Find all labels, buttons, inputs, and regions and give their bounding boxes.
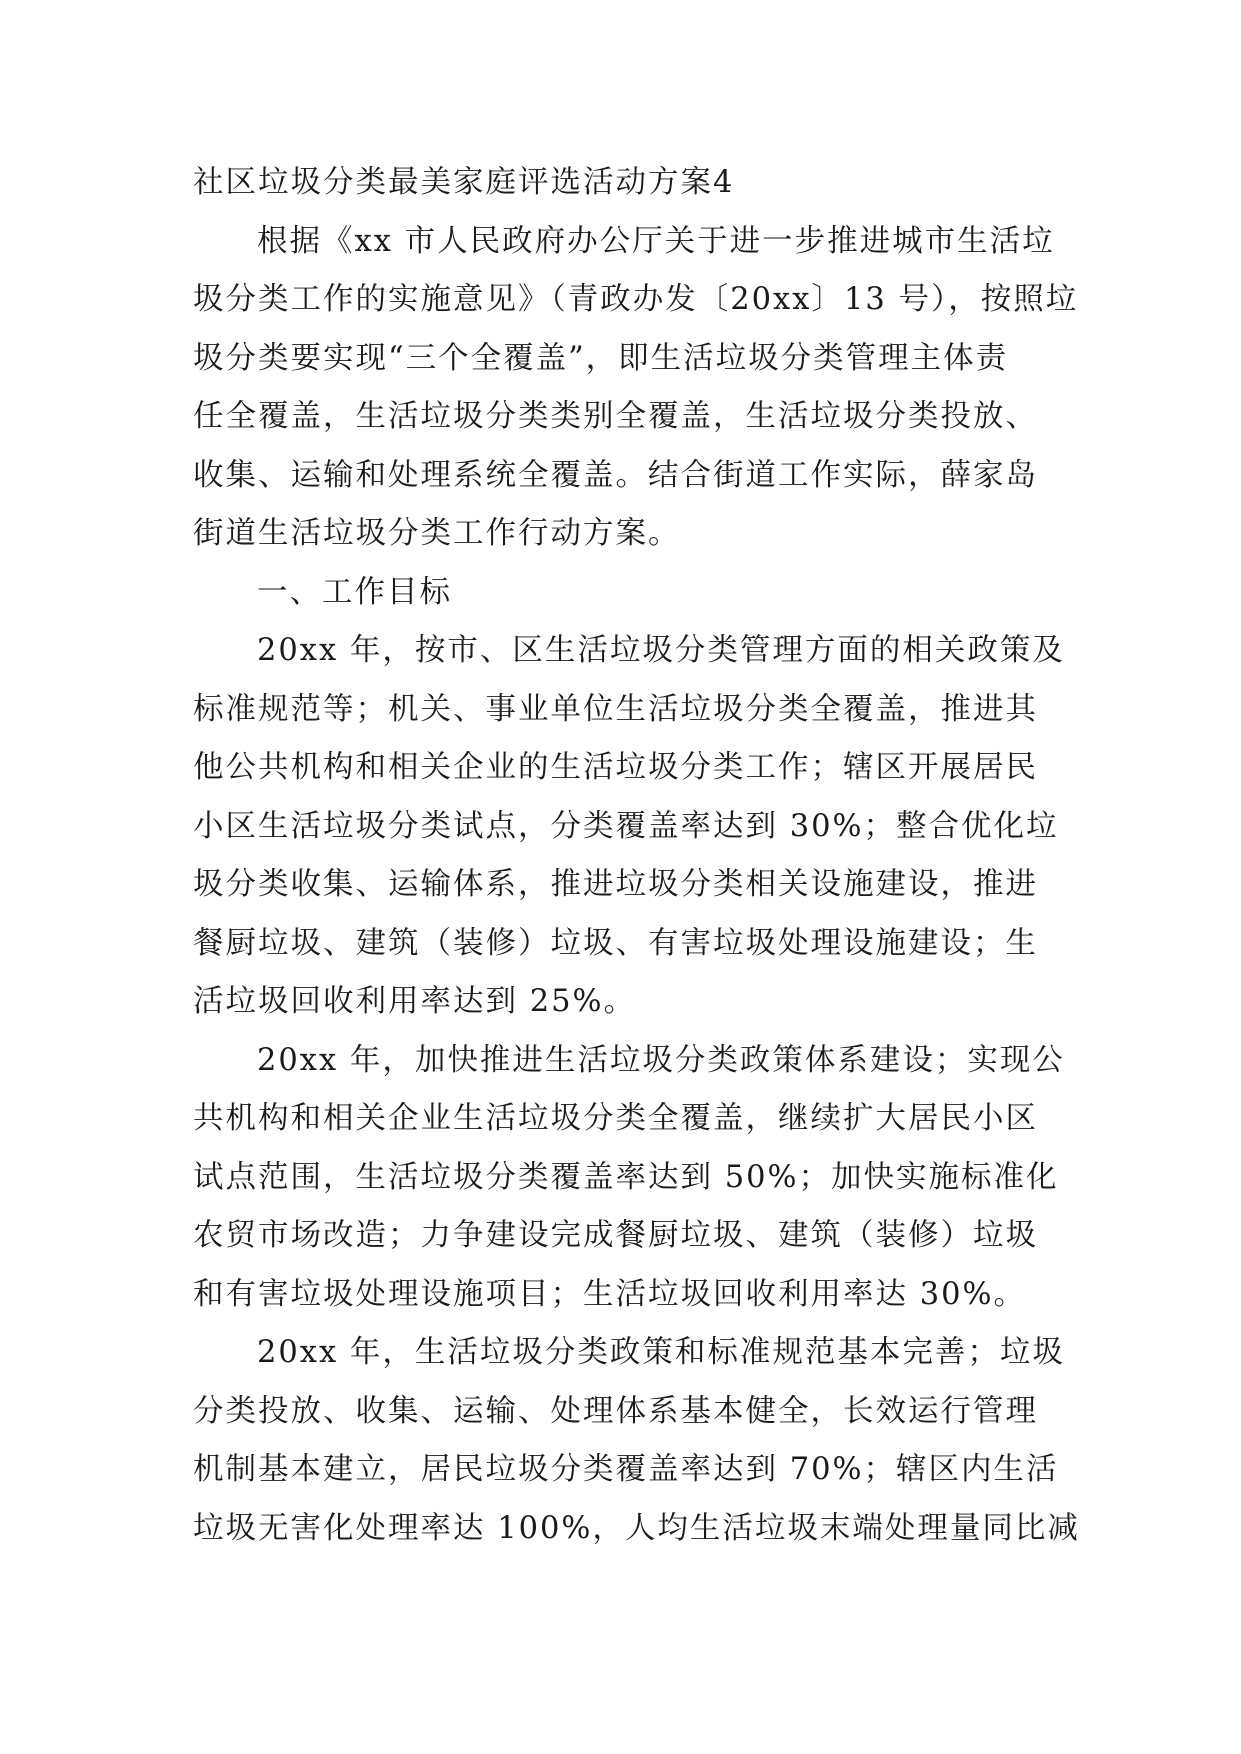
- text-line: 农贸市场改造；力争建设完成餐厨垃圾、建筑（装修）垃圾: [193, 1218, 1038, 1253]
- text-line: 圾分类收集、运输体系，推进垃圾分类相关设施建设，推进: [193, 867, 1038, 902]
- text-line: 收集、运输和处理系统全覆盖。结合街道工作实际，薛家岛: [193, 457, 1038, 493]
- section-heading: 一、工作目标: [257, 574, 452, 610]
- text-line: 他公共机构和相关企业的生活垃圾分类工作；辖区开展居民: [193, 750, 1038, 785]
- text-line: 标准规范等；机关、事业单位生活垃圾分类全覆盖，推进其: [193, 691, 1038, 727]
- text-line: 20xx 年，生活垃圾分类政策和标准规范基本完善；垃圾: [257, 1335, 1065, 1370]
- text-line: 街道生活垃圾分类工作行动方案。: [193, 516, 681, 551]
- text-line: 共机构和相关企业生活垃圾分类全覆盖，继续扩大居民小区: [193, 1101, 1038, 1136]
- document-body: [193, 154, 1080, 1558]
- text-line: 餐厨垃圾、建筑（装修）垃圾、有害垃圾处理设施建设；生: [193, 925, 1038, 961]
- text-line: 垃圾无害化处理率达 100%，人均生活垃圾末端处理量同比减: [193, 1510, 1080, 1546]
- text-line: 小区生活垃圾分类试点，分类覆盖率达到 30%；整合优化垃: [193, 808, 1059, 844]
- document-title: 社区垃圾分类最美家庭评选活动方案4: [193, 165, 735, 200]
- text-line: 和有害垃圾处理设施项目；生活垃圾回收利用率达 30%。: [193, 1276, 1026, 1312]
- text-line: 分类投放、收集、运输、处理体系基本健全，长效运行管理: [193, 1393, 1038, 1429]
- text-line: 圾分类工作的实施意见》（青政办发〔20xx〕13 号），按照垃: [193, 282, 1079, 317]
- text-line: 活垃圾回收利用率达到 25%。: [193, 984, 636, 1019]
- text-line: 20xx 年，加快推进生活垃圾分类政策体系建设；实现公: [257, 1042, 1065, 1078]
- text-line: 任全覆盖，生活垃圾分类类别全覆盖，生活垃圾分类投放、: [193, 399, 1038, 434]
- text-line: 20xx 年，按市、区生活垃圾分类管理方面的相关政策及: [257, 633, 1065, 668]
- text-line: 机制基本建立，居民垃圾分类覆盖率达到 70%；辖区内生活: [193, 1452, 1059, 1487]
- text-line: 根据《xx 市人民政府办公厅关于进一步推进城市生活垃: [257, 223, 1055, 259]
- text-line: 试点范围，生活垃圾分类覆盖率达到 50%；加快实施标准化: [193, 1159, 1059, 1195]
- text-line: 圾分类要实现“三个全覆盖”，即生活垃圾分类管理主体责: [193, 340, 1009, 376]
